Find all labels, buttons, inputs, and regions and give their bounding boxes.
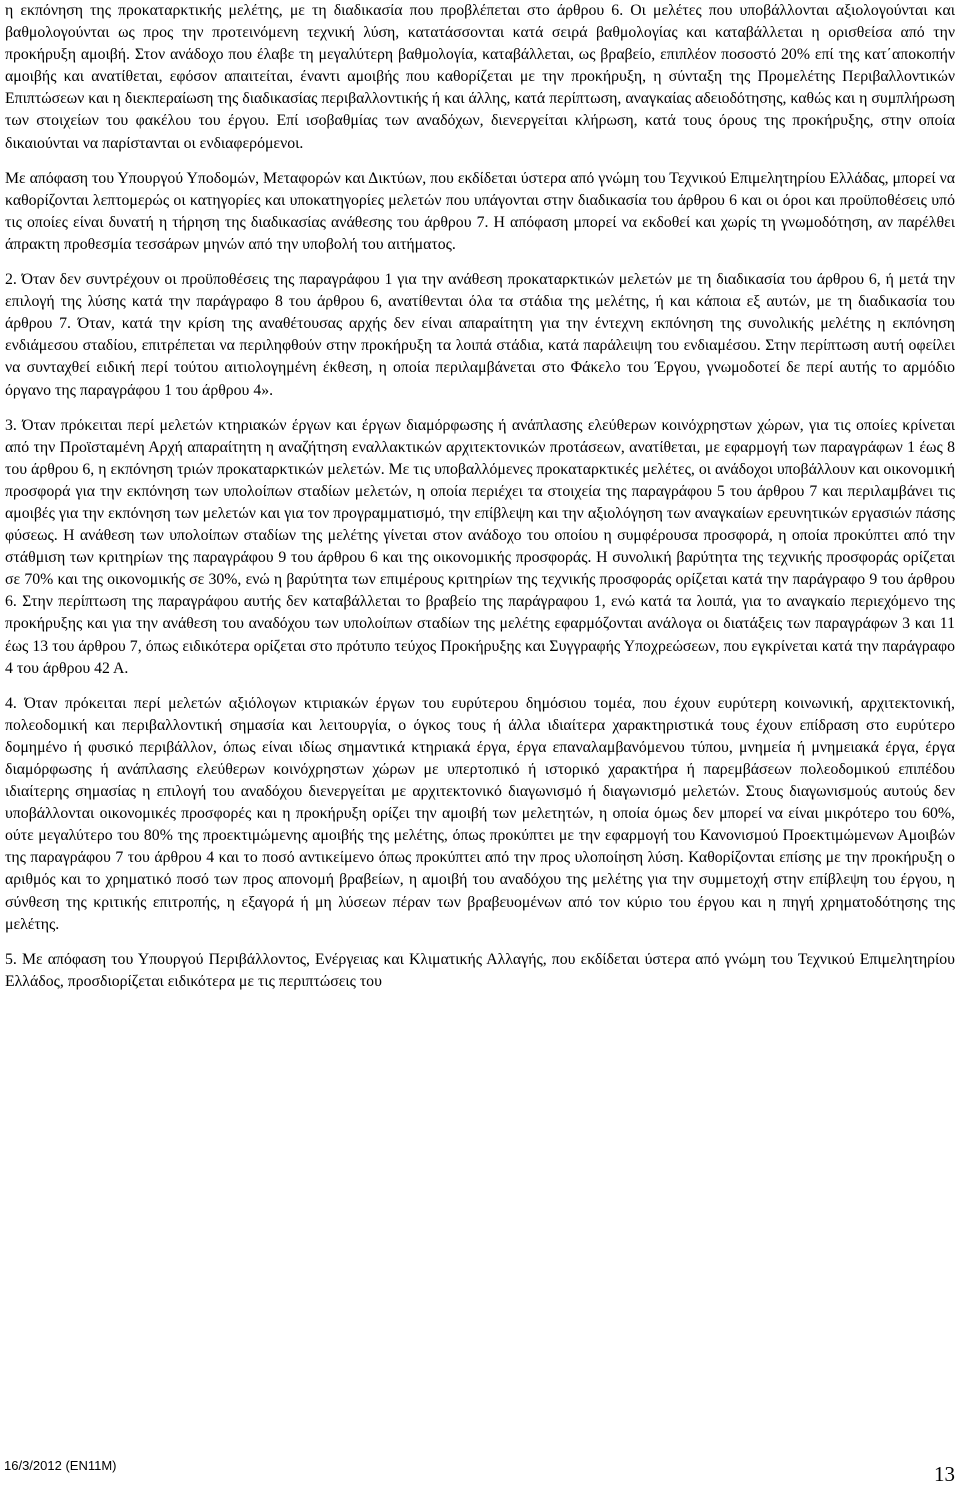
document-body	[5, 0, 955, 993]
paragraph-4: 4. Όταν πρόκειται περί μελετών αξιόλογων κτιριακών έργων του ευρύτερου δημόσιου τομέα, που έχουν ευρύτερη κοινωνική, αρχιτεκτονική, πολεοδομική και περιβαλλοντική σημασία και λειτουργία, ο όγκος τους ή άλλα ιδιαίτερα χαρακτηριστικά τους έχουν επίδραση στο ευρύτερο δομημένο ή φυσικό περιβάλλον, όπως είναι ιδίως σημαντικά κτηριακά έργα, έργα επαναλαμβανόμενου τύπου, μνημεία ή μνημειακά έργα, έργα διαμόρφωσης ή ανάπλασης ελεύθερων κοινόχρηστων χώρων με υπερτοπικό ή ιστορικό χαρακτήρα ή παρεμβάσεων πολεοδομικού επιπέδου ιδιαίτερης σημασίας η επιλογή του αναδόχου διενεργείται με αρχιτεκτονικό διαγωνισμό ή διαγωνισμό μελετών. Στους διαγωνισμούς αυτούς δεν υποβάλλονται οικονομικές προσφορές και η προκήρυξη ορίζει την αμοιβή των μελετητών, η οποία όμως δεν μπορεί να είναι μικρότερο του 60%, ούτε μεγαλύτερο του 80% της προεκτιμώμενης αμοιβής της μελέτης, όπως προκύπτει με την εφαρμογή του Κανονισμού Προεκτιμώμενων Αμοιβών της παραγράφου 7 του άρθρου 4 και το ποσό αντικείμενο όπως προκύπτει από την προς υλοποίηση λύση. Καθορίζονται επίσης με την προκήρυξη ο αριθμός και το χρηματικό ποσό των προς απονομή βραβείων, η αμοιβή του αναδόχου της μελέτης για την συμμετοχή στην επίβλεψη του έργου, η σύνθεση της κριτικής επιτροπής, η εξαγορά ή μη λύσεων πέραν των βραβευομένων από τον κύριο του έργου και η πηγή χρηματοδότησης της μελέτης.	[5, 694, 955, 933]
paragraph-continuation: η εκπόνηση της προκαταρκτικής μελέτης, με τη διαδικασία που προβλέπεται στο άρθρου 6. Οι μελέτες που υποβάλλονται αξιολογούνται και βαθμολογούνται ως προς την προτεινόμενη τεχνική λύση, κατατάσσονται κατά σειρά βαθμολογίας και καταβάλλεται η ορισθείσα από την προκήρυξη αμοιβή. Στον ανάδοχο που έλαβε τη μεγαλύτερη βαθμολογία, καταβάλλεται, ως βραβείο, επιπλέον ποσοστό 20% επί της κατ΄αποκοπήν αμοιβής και ανατίθεται, εφόσον απαιτείται, έναντι αμοιβής που καθορίζεται με την προκήρυξη, η σύνταξη της Προμελέτης Περιβαλλοντικών Επιπτώσεων και η διεκπεραίωση της διαδικασίας περιβαλλοντικής ή και άλλης, κατά περίπτωση, αναγκαίας αδειοδότησης, καθώς και η συμπλήρωση των στοιχείων του φακέλου του έργου. Επί ισοβαθμίας των αναδόχων, διενεργείται κλήρωση, κατά τους όρους της προκήρυξης, στην οποία δικαιούνται να παρίστανται οι ενδιαφερόμενοι.	[5, 2, 955, 152]
paragraph-5: 5. Με απόφαση του Υπουργού Περιβάλλοντος, Ενέργειας και Κλιματικής Αλλαγής, που εκδίδεται ύστερα από γνώμη του Τεχνικού Επιμελητηρίου Ελλάδος, προσδιορίζεται ειδικότερα με τις περιπτώσεις του	[5, 950, 955, 990]
page-number: 13	[934, 1462, 955, 1486]
paragraph-ministerial-decision: Με απόφαση του Υπουργού Υποδομών, Μεταφορών και Δικτύων, που εκδίδεται ύστερα από γνώμη του Τεχνικού Επιμελητηρίου Ελλάδας, μπορεί να καθορίζονται λεπτομερώς οι κατηγορίες και υποκατηγορίες μελετών που υπάγονται στην διαδικασία του άρθρου 6 και οι όροι και προϋποθέσεις υπό τις οποίες είναι δυνατή η τήρηση της διαδικασίας ανάθεσης του άρθρου 7. Η απόφαση μπορεί να εκδοθεί και χωρίς τη γνωμοδότηση, αν παρέλθει άπρακτη προθεσμία τεσσάρων μηνών από την υποβολή του αιτήματος.	[5, 169, 955, 253]
paragraph-3: 3. Όταν πρόκειται περί μελετών κτηριακών έργων και έργων διαμόρφωσης ή ανάπλασης ελεύθερων κοινόχρηστων χώρων, για τις οποίες κρίνεται από την Προϊσταμένη Αρχή απαραίτητη η αναζήτηση εναλλακτικών αρχιτεκτονικών προτάσεων, ανατίθεται, με εφαρμογή των παραγράφων 1 έως 8 του άρθρου 6, η εκπόνηση τριών προκαταρκτικών μελετών. Με τις υποβαλλόμενες προκαταρκτικές μελέτες, οι ανάδοχοι υποβάλλουν και οικονομική προσφορά για την εκπόνηση των υπολοίπων σταδίων μελετών, η οποία περιέχει τα στοιχεία της παραγράφου 5 του άρθρου 7 και περιλαμβάνει τις αμοιβές για την εκπόνηση των μελετών και για τον προγραμματισμό, την επίβλεψη και την αξιολόγηση των αναγκαίων ερευνητικών εργασιών πάσης φύσεως. Η ανάθεση των υπολοίπων σταδίων της μελέτης γίνεται στον ανάδοχο του οποίου η συμφέρουσα προσφορά, η οποία προκύπτει από την στάθμιση των κριτηρίων της παραγράφου 9 του άρθρου 6 και της οικονομικής προσφοράς. Η συνολική βαρύτητα της τεχνικής προσφοράς ορίζεται σε 70% και της οικονομικής σε 30%, ενώ η βαρύτητα των επιμέρους κριτηρίων της τεχνικής προσφοράς ορίζεται κατά την παράγραφο 9 του άρθρου 6. Στην περίπτωση της παραγράφου αυτής δεν καταβάλλεται το βραβείο της παράγραφου 1, ενώ κατά τα λοιπά, για το αναγκαίο περιεχόμενο της προκήρυξης και για την ανάθεση του αναδόχου των υπολοίπων σταδίων της μελέτης εφαρμόζονται ανάλογα οι διατάξεις των παραγράφων 3 και 11 έως 13 του άρθρου 7, όπως ειδικότερα ορίζεται στο πρότυπο τεύχος Προκήρυξης και Συγγραφής Υποχρεώσεων, που εγκρίνεται κατά την παράγραφο 4 του άρθρου 42 Α.	[5, 416, 955, 677]
paragraph-2: 2. Όταν δεν συντρέχουν οι προϋποθέσεις της παραγράφου 1 για την ανάθεση προκαταρκτικών μελετών με τη διαδικασία του άρθρου 6, ή μετά την επιλογή της λύσης κατά την παράγραφο 8 του άρθρου 6, ανατίθενται όλα τα στάδια της μελέτης, ή και κάποια εξ αυτών, με τη διαδικασία του άρθρου 7. Όταν, κατά την κρίση της αναθέτουσας αρχής δεν είναι απαραίτητη για την έντεχνη εκπόνηση της συνολικής μελέτης η εκπόνηση ενδιάμεσου σταδίου, επιτρέπεται να περιληφθούν στην προκήρυξη τα λοιπά στάδια, κατά παράλειψη του ενδιαμέσου. Στην περίπτωση αυτή οφείλει να συνταχθεί ειδική περί τούτου αιτιολογημένη έκθεση, η οποία περιλαμβάνεται στο Φάκελο του Έργου, γνωμοδοτεί δε περί αυτής το αρμόδιο όργανο της παραγράφου 1 του άρθρου 4».	[5, 271, 955, 399]
footer-date-code: 16/3/2012 (ΕΝ11Μ)	[4, 1458, 117, 1473]
